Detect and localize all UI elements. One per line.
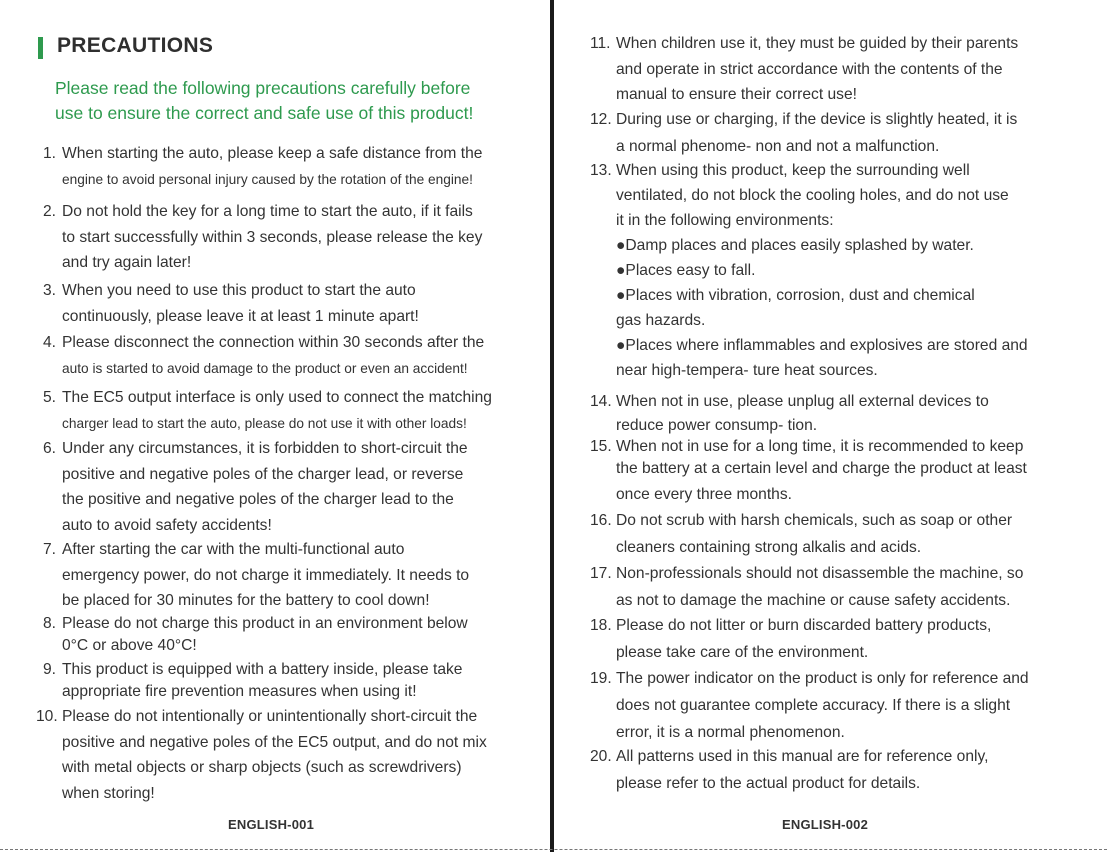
item-number: 19. xyxy=(590,670,612,687)
item-line: After starting the car with the multi-functional auto xyxy=(62,541,405,558)
item-line: ●Places easy to fall. xyxy=(616,262,756,279)
item-line: cleaners containing strong alkalis and acids. xyxy=(616,539,922,556)
item-number: 10. xyxy=(36,708,58,725)
item-line: positive and negative poles of the EC5 output, and do not mix xyxy=(62,733,487,751)
item-number: 8. xyxy=(42,615,56,632)
item-line: as not to damage the machine or cause safety accidents. xyxy=(616,592,1011,609)
item-line: Do not hold the key for a long time to start the auto, if it fails xyxy=(62,203,473,220)
page-title: PRECAUTIONS xyxy=(57,34,214,57)
item-line: When not in use, please unplug all external devices to xyxy=(616,393,989,410)
page-footer-left: ENGLISH-001 xyxy=(228,817,315,832)
item-line: and operate in strict accordance with the contents of the xyxy=(616,60,1003,78)
item-line: please take care of the environment. xyxy=(616,644,869,661)
item-line: the battery at a certain level and charge the product at least xyxy=(616,460,1027,477)
intro-line: use to ensure the correct and safe use of this product! xyxy=(55,103,474,123)
item-line: does not guarantee complete accuracy. If there is a slight xyxy=(616,697,1011,714)
intro-text xyxy=(55,76,535,126)
item-line: When you need to use this product to start the auto xyxy=(62,282,416,299)
item-line: the positive and negative poles of the charger lead to the xyxy=(62,491,454,508)
item-line: The power indicator on the product is only for reference and xyxy=(616,670,1029,687)
item-line: The EC5 output interface is only used to connect the matching xyxy=(62,389,492,406)
item-number: 20. xyxy=(590,748,612,765)
item-number: 14. xyxy=(590,393,612,410)
intro-line: Please read the following precautions carefully before xyxy=(55,78,471,98)
page-left xyxy=(0,0,550,852)
item-line: auto is started to avoid damage to the product or even an accident! xyxy=(62,360,468,376)
page-right xyxy=(554,0,1107,852)
item-line: be placed for 30 minutes for the battery to cool down! xyxy=(62,592,430,609)
item-line: charger lead to start the auto, please do not use it with other loads! xyxy=(62,415,467,431)
item-line: Non-professionals should not disassemble the machine, so xyxy=(616,565,1024,582)
item-number: 15. xyxy=(590,438,612,455)
item-number: 17. xyxy=(590,565,612,582)
item-number: 1. xyxy=(42,145,56,162)
item-line: When not in use for a long time, it is recommended to keep xyxy=(616,438,1024,455)
item-line: During use or charging, if the device is slightly heated, it is xyxy=(616,111,1018,128)
item-number: 12. xyxy=(590,111,612,128)
item-line: When children use it, they must be guided by their parents xyxy=(616,35,1019,52)
item-line: When using this product, keep the surrounding well xyxy=(616,162,970,179)
item-line: near high-tempera- ture heat sources. xyxy=(616,362,878,379)
item-line: Please do not litter or burn discarded battery products, xyxy=(616,617,992,634)
item-line: ●Places with vibration, corrosion, dust and chemical xyxy=(616,287,975,304)
item-line: Please disconnect the connection within 30 seconds after the xyxy=(62,334,485,351)
item-line: When starting the auto, please keep a safe distance from the xyxy=(62,145,483,162)
item-number: 7. xyxy=(42,541,56,558)
item-line: positive and negative poles of the charger lead, or reverse xyxy=(62,465,464,483)
item-line: it in the following environments: xyxy=(616,212,834,229)
item-number: 5. xyxy=(42,389,56,406)
item-line: emergency power, do not charge it immediately. It needs to xyxy=(62,566,470,584)
item-number: 13. xyxy=(590,162,612,179)
item-line: continuously, please leave it at least 1 minute apart! xyxy=(62,307,419,325)
title-accent-bar xyxy=(38,37,43,59)
item-line: once every three months. xyxy=(616,486,792,503)
page-footer-right: ENGLISH-002 xyxy=(782,817,869,832)
item-line: Under any circumstances, it is forbidden to short-circuit the xyxy=(62,440,468,457)
item-number: 3. xyxy=(42,282,56,299)
item-number: 4. xyxy=(42,334,56,351)
item-line: 0°C or above 40°C! xyxy=(62,637,197,654)
item-line: appropriate fire prevention measures when using it! xyxy=(62,683,417,700)
item-number: 9. xyxy=(42,661,56,678)
item-line: to start successfully within 3 seconds, please release the key xyxy=(62,228,483,246)
item-number: 6. xyxy=(42,440,56,457)
item-line: engine to avoid personal injury caused by the rotation of the engine! xyxy=(62,171,473,187)
item-number: 18. xyxy=(590,617,612,634)
item-line: reduce power consump- tion. xyxy=(616,417,818,434)
item-number: 2. xyxy=(42,203,56,220)
item-line: Do not scrub with harsh chemicals, such as soap or other xyxy=(616,512,1013,529)
item-line: ●Damp places and places easily splashed by water. xyxy=(616,237,974,254)
item-line: auto to avoid safety accidents! xyxy=(62,516,272,534)
bottom-cut-line xyxy=(0,849,1107,850)
item-line: All patterns used in this manual are for reference only, xyxy=(616,748,989,765)
item-line: ventilated, do not block the cooling holes, and do not use xyxy=(616,187,1009,204)
item-number: 11. xyxy=(590,35,611,52)
item-line: and try again later! xyxy=(62,254,192,271)
item-line: This product is equipped with a battery inside, please take xyxy=(62,661,463,678)
item-line: Please do not charge this product in an environment below xyxy=(62,615,468,632)
item-line: error, it is a normal phenomenon. xyxy=(616,724,845,741)
item-line: when storing! xyxy=(62,784,155,802)
item-line: with metal objects or sharp objects (such as screwdrivers) xyxy=(62,759,462,776)
item-line: a normal phenome- non and not a malfunction. xyxy=(616,138,940,155)
item-line: ●Places where inflammables and explosives are stored and xyxy=(616,337,1028,354)
item-line: Please do not intentionally or unintentionally short-circuit the xyxy=(62,708,478,725)
item-line: please refer to the actual product for details. xyxy=(616,775,921,792)
item-line: manual to ensure their correct use! xyxy=(616,86,857,103)
item-line: gas hazards. xyxy=(616,312,706,329)
item-number: 16. xyxy=(590,512,612,529)
